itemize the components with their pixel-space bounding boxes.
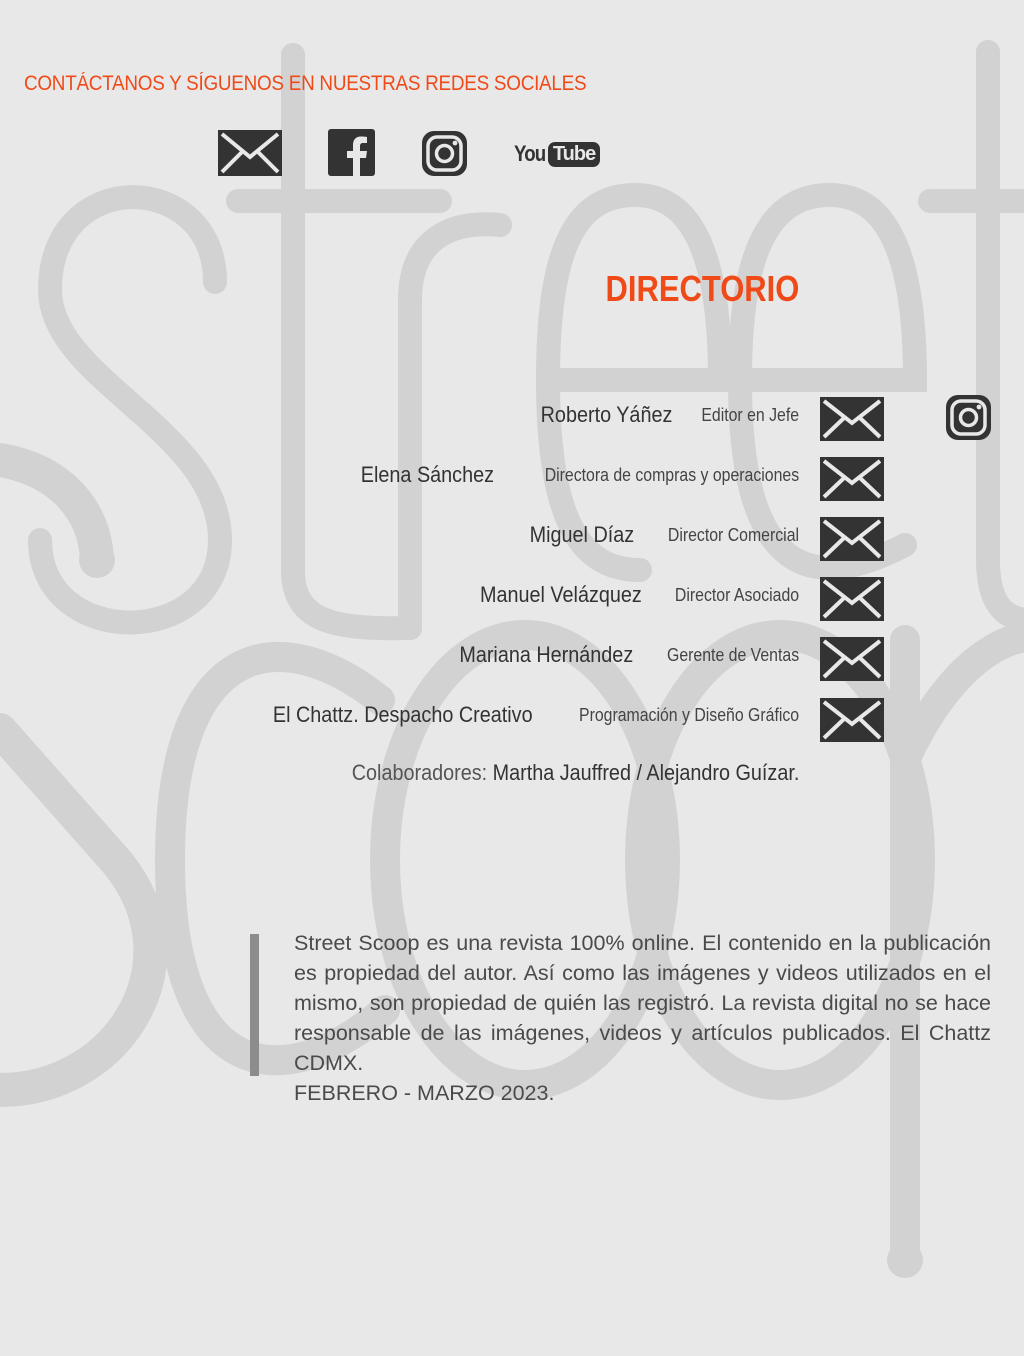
contact-heading: CONTÁCTANOS Y SÍGUENOS EN NUESTRAS REDES SOCIALES bbox=[24, 72, 587, 95]
member-name: El Chattz. Despacho Creativo bbox=[273, 702, 533, 727]
member-role: Director Comercial bbox=[667, 524, 799, 545]
collaborators-names: Martha Jauffred / Alejandro Guízar. bbox=[492, 760, 799, 785]
member-role: Directora de compras y operaciones bbox=[544, 464, 799, 485]
disclaimer-text: Street Scoop es una revista 100% online. El contenido en la publicación es propiedad del autor. Así como las imágenes y videos utilizados en el mismo, son propiedad de quién las registró. La revista digital no se hace responsable de las imágenes, videos y artículos publicados. El Chattz CDMX. bbox=[294, 931, 991, 1075]
member-email-icon[interactable] bbox=[820, 577, 884, 621]
facebook-icon[interactable] bbox=[328, 129, 375, 176]
member-name: Mariana Hernández bbox=[458, 642, 633, 667]
member-role: Director Asociado bbox=[674, 584, 799, 605]
directory-row bbox=[462, 575, 799, 615]
member-email-icon[interactable] bbox=[820, 698, 884, 742]
member-name: Roberto Yáñez bbox=[540, 402, 672, 427]
member-email-icon[interactable] bbox=[820, 637, 884, 681]
member-name: Manuel Velázquez bbox=[480, 582, 642, 607]
directory-row bbox=[518, 515, 799, 555]
directory-row bbox=[440, 635, 799, 675]
member-email-icon[interactable] bbox=[820, 457, 884, 501]
member-role: Gerente de Ventas bbox=[666, 644, 799, 665]
collaborators-line bbox=[351, 760, 799, 786]
member-name: Elena Sánchez bbox=[360, 462, 494, 487]
member-name: Miguel Díaz bbox=[529, 522, 634, 547]
youtube-wordmark-tube: Tube bbox=[548, 142, 600, 167]
member-role: Editor en Jefe bbox=[701, 404, 799, 425]
issue-date: FEBRERO - MARZO 2023. bbox=[294, 1081, 555, 1105]
disclaimer-accent-bar bbox=[250, 934, 259, 1076]
member-email-icon[interactable] bbox=[820, 517, 884, 561]
youtube-wordmark-you: You bbox=[514, 141, 546, 166]
directory-row bbox=[526, 395, 799, 435]
social-icons-row bbox=[0, 126, 700, 182]
member-instagram-icon[interactable] bbox=[944, 393, 993, 442]
instagram-icon[interactable] bbox=[420, 129, 469, 178]
youtube-icon[interactable] bbox=[514, 138, 600, 170]
collaborators-label: Colaboradores: bbox=[351, 760, 487, 785]
directory-title: DIRECTORIO bbox=[605, 268, 799, 309]
disclaimer-block bbox=[294, 928, 991, 1108]
member-role: Programación y Diseño Gráfico bbox=[578, 704, 799, 725]
email-icon[interactable] bbox=[218, 130, 282, 176]
member-email-icon[interactable] bbox=[820, 397, 884, 441]
directory-row bbox=[244, 695, 799, 735]
directory-row bbox=[346, 455, 799, 495]
